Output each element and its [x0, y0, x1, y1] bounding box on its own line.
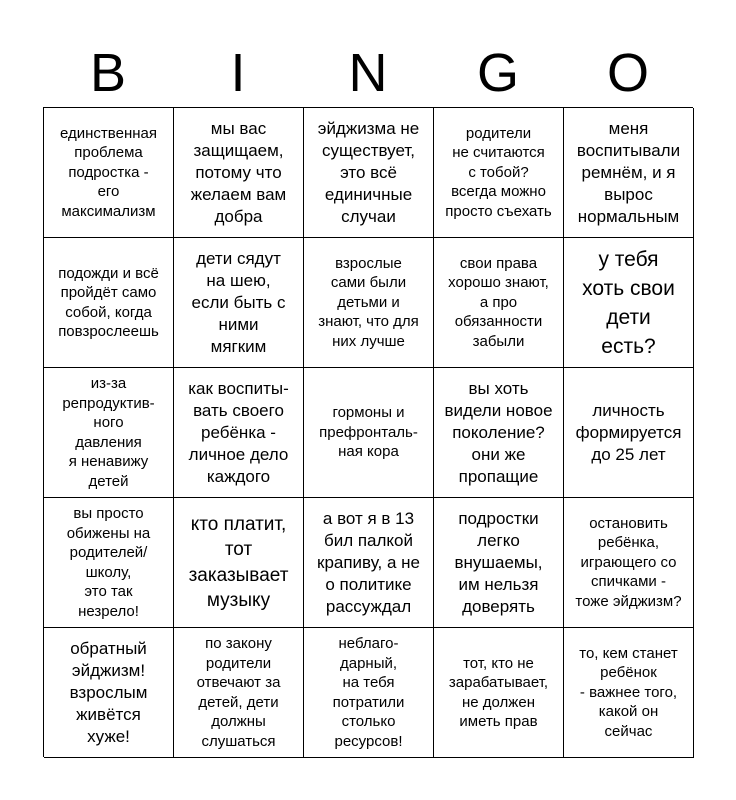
bingo-cell-r2c3[interactable]	[304, 238, 434, 368]
bingo-cell-r3c5[interactable]	[564, 368, 694, 498]
cell-text: подожди и всё пройдёт само собой, когда повзрослеешь	[58, 264, 159, 340]
bingo-cell-r2c5[interactable]	[564, 238, 694, 368]
cell-text: неблаго- дарный, на тебя потратили столько ресурсов!	[332, 635, 405, 750]
header-letter-i: I	[230, 43, 246, 103]
cell-text: а вот я в 13 бил палкой крапиву, а не о политике рассуждал	[317, 508, 420, 616]
bingo-cell-r4c5[interactable]	[564, 498, 694, 628]
cell-text: тот, кто не зарабатывает, не должен иметь прав	[448, 654, 549, 730]
bingo-cell-r1c2[interactable]	[174, 108, 304, 238]
bingo-cell-r4c2[interactable]	[174, 498, 304, 628]
bingo-cell-r1c4[interactable]	[434, 108, 564, 238]
bingo-cell-r3c1[interactable]	[44, 368, 174, 498]
bingo-cell-r3c2[interactable]	[174, 368, 304, 498]
bingo-cell-r2c2[interactable]	[174, 238, 304, 368]
bingo-cell-r4c3[interactable]	[304, 498, 434, 628]
cell-text: остановить ребёнка, играющего со спичками - тоже эйджизм?	[575, 514, 682, 610]
cell-text: вы хоть видели новое поколение? они же пропащие	[444, 378, 553, 486]
cell-text: из-за репродуктив- ного давления я ненавижу детей	[62, 375, 155, 490]
bingo-cell-r3c3[interactable]	[304, 368, 434, 498]
cell-text: эйджизма не существует, это всё единичные случаи	[317, 118, 420, 226]
bingo-cell-r2c4[interactable]	[434, 238, 564, 368]
cell-text: свои права хорошо знают, а про обязанности забыли	[448, 254, 549, 350]
cell-text: родители не считаются с тобой? всегда можно просто съехать	[445, 124, 552, 220]
cell-text: взрослые сами были детьми и знают, что для них лучше	[318, 254, 419, 350]
cell-text: у тебя хоть свои дети есть?	[582, 247, 675, 358]
cell-text: вы просто обижены на родителей/ школу, это так незрело!	[66, 505, 151, 620]
cell-text: дети сядут на шею, если быть с ними мягким	[191, 248, 286, 356]
header-letter-b: B	[89, 43, 127, 103]
bingo-cell-r5c4[interactable]	[434, 628, 564, 758]
cell-text: гормоны и префронталь- ная кора	[319, 404, 418, 461]
cell-text: мы вас защищаем, потому что желаем вам добра	[190, 118, 287, 226]
bingo-cell-r3c4[interactable]	[434, 368, 564, 498]
cell-text: меня воспитывали ремнём, и я вырос нормальным	[576, 118, 681, 226]
bingo-cell-r2c1[interactable]	[44, 238, 174, 368]
cell-text: то, кем станет ребёнок - важнее того, какой он сейчас	[579, 644, 678, 740]
header-letter-g: G	[476, 43, 519, 103]
bingo-board	[43, 107, 693, 757]
bingo-cell-r1c1[interactable]	[44, 108, 174, 238]
bingo-cell-r5c5[interactable]	[564, 628, 694, 758]
bingo-cell-r4c4[interactable]	[434, 498, 564, 628]
bingo-cell-r5c3[interactable]	[304, 628, 434, 758]
cell-text: подростки легко внушаемы, им нельзя доверять	[454, 508, 543, 616]
cell-text: кто платит, тот заказывает музыку	[188, 513, 289, 611]
header-letter-n: N	[348, 43, 388, 103]
bingo-header	[43, 38, 693, 108]
bingo-cell-r4c1[interactable]	[44, 498, 174, 628]
cell-text: по закону родители отвечают за детей, дети должны слушаться	[196, 635, 281, 750]
bingo-cell-r1c3[interactable]	[304, 108, 434, 238]
bingo-cell-r5c2[interactable]	[174, 628, 304, 758]
cell-text: личность формируется до 25 лет	[575, 400, 682, 464]
bingo-cell-r5c1[interactable]	[44, 628, 174, 758]
cell-text: как воспиты- вать своего ребёнка - личное дело каждого	[188, 378, 289, 486]
header-letter-o: O	[606, 43, 649, 103]
cell-text: единственная проблема подростка - его максимализм	[60, 124, 157, 220]
cell-text: обратный эйджизм! взрослым живётся хуже!	[69, 638, 148, 746]
bingo-cell-r1c5[interactable]	[564, 108, 694, 238]
